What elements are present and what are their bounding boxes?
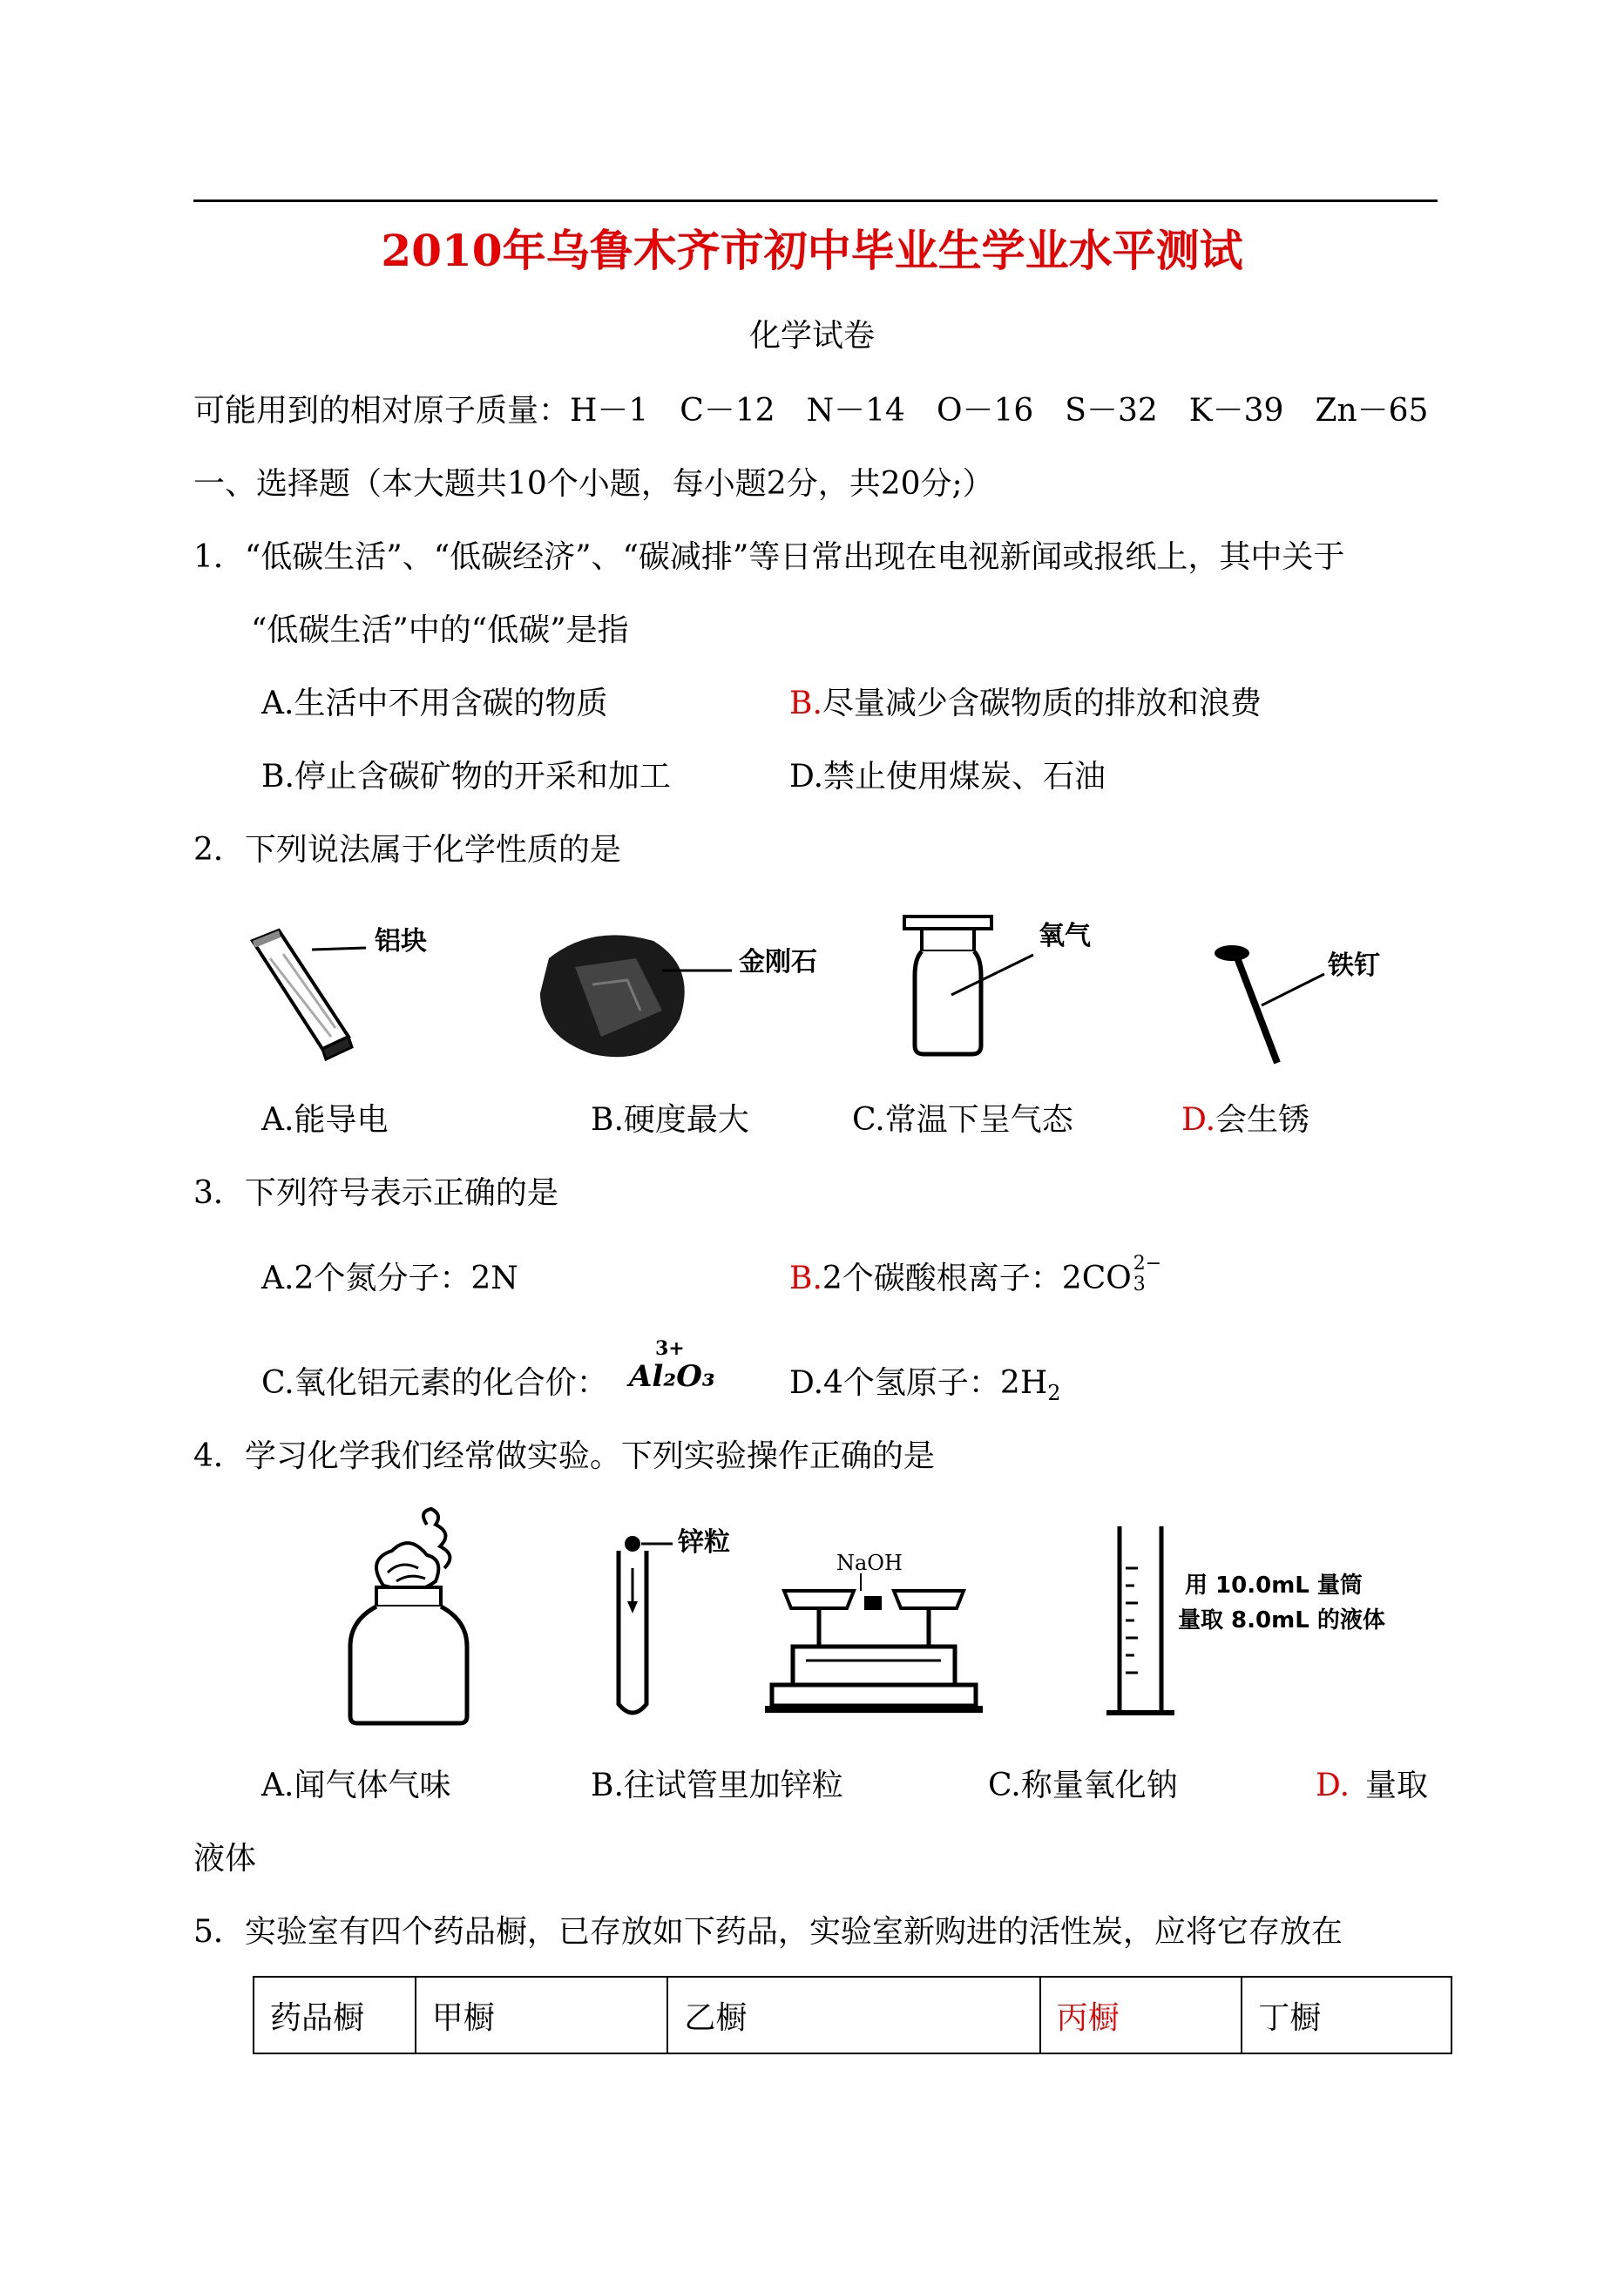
q4-option-d-wrap: 液体 (193, 1841, 257, 1877)
graduated-cylinder-figure (1106, 1526, 1385, 1713)
section-heading: 一、选择题（本大题共10个小题，每小题2分，共20分;） (193, 466, 994, 502)
header-rule (193, 200, 1438, 202)
q3-option-b: B.2个碳酸根离子：2CO 2− 3 (789, 1253, 1162, 1296)
atomic-masses: 可能用到的相对原子质量：H－1 C－12 N－14 O－16 S－32 K－39 Zn－65 (193, 393, 1429, 429)
q4-figures (331, 1507, 1429, 1734)
table-cell: 丁橱 (1242, 1977, 1451, 2053)
table-cell-answer: 丙橱 (1040, 1977, 1242, 2053)
q4-option-c: C.称量氧化钠 (988, 1768, 1178, 1803)
q4-label-naoh: NaOH (836, 1551, 903, 1575)
q1-option-d: D.禁止使用煤炭、石油 (789, 759, 1106, 795)
table-cell: 乙橱 (667, 1977, 1039, 2053)
iron-nail-figure (1215, 945, 1380, 1063)
table-cell: 甲橱 (416, 1977, 668, 2053)
q4-label-cylinder-2: 量取 8.0mL 的液体 (1178, 1607, 1385, 1634)
page-subtitle: 化学试卷 (748, 318, 875, 354)
q2-figures (244, 906, 1411, 1072)
balance-naoh-figure (765, 1551, 983, 1713)
q2-stem: 2．下列说法属于化学性质的是 (193, 832, 621, 868)
smell-gas-figure (350, 1509, 467, 1723)
q3-option-d: D.4个氢原子：$2H_2$ (789, 1365, 1061, 1405)
answer-mark: B. (789, 1261, 822, 1296)
q3-option-c: C.氧化铝元素的化合价： (261, 1365, 608, 1401)
q2-label-oxygen: 氧气 (1039, 921, 1091, 951)
q1-stem-line2: “低碳生活”中的“低碳”是指 (251, 612, 629, 648)
q4-option-a: A.闻气体气味 (261, 1768, 451, 1803)
q2-label-diamond: 金刚石 (739, 947, 817, 977)
q1-option-a: A.生活中不用含碳的物质 (261, 686, 608, 721)
q4-stem: 4．学习化学我们经常做实验。下列实验操作正确的是 (193, 1438, 935, 1474)
diamond-figure (540, 935, 817, 1057)
answer-mark: D. (1181, 1102, 1216, 1138)
oxygen-bottle-figure (904, 917, 1091, 1054)
q5-stem: 5．实验室有四个药品橱，已存放如下药品，实验室新购进的活性炭，应将它存放在 (193, 1914, 1343, 1950)
q4-label-cylinder-1: 用 10.0mL 量筒 (1185, 1573, 1363, 1599)
q4-option-d: D. 量取 (1316, 1768, 1429, 1803)
table-cell: 药品橱 (254, 1977, 416, 2053)
q1-option-c: B.停止含碳矿物的开采和加工 (261, 759, 671, 795)
q2-label-aluminum: 铝块 (375, 926, 427, 957)
q3-stem: 3．下列符号表示正确的是 (193, 1175, 558, 1211)
page-title: 2010年乌鲁木齐市初中毕业生学业水平测试 (381, 225, 1243, 276)
q2-option-c: C.常温下呈气态 (852, 1102, 1073, 1138)
q1-option-b: B.尽量减少含碳物质的排放和浪费 (789, 686, 1262, 721)
cabinet-table (253, 1976, 1452, 2054)
q1-stem-line1: 1．“低碳生活”、“低碳经济”、“碳减排”等日常出现在电视新闻或报纸上，其中关于 (193, 539, 1345, 575)
answer-mark: D. (1316, 1768, 1350, 1803)
q2-label-nail: 铁钉 (1328, 950, 1380, 981)
q3-option-a: A.2个氮分子：2N (261, 1261, 518, 1296)
q2-option-d: D.会生锈 (1181, 1102, 1310, 1138)
q4-label-zinc: 锌粒 (678, 1527, 730, 1558)
answer-mark: B. (789, 686, 822, 721)
test-tube-zinc-figure (619, 1527, 730, 1713)
q2-option-a: A.能导电 (261, 1102, 389, 1138)
q4-option-b: B.往试管里加锌粒 (591, 1768, 843, 1803)
aluminum-block-figure (253, 926, 427, 1059)
table-row (254, 1977, 1451, 2053)
valence-superscript: 3+ (655, 1337, 685, 1360)
q2-option-b: B.硬度最大 (591, 1102, 749, 1138)
alumina-formula: 3+ Al₂O₃ (629, 1337, 715, 1394)
